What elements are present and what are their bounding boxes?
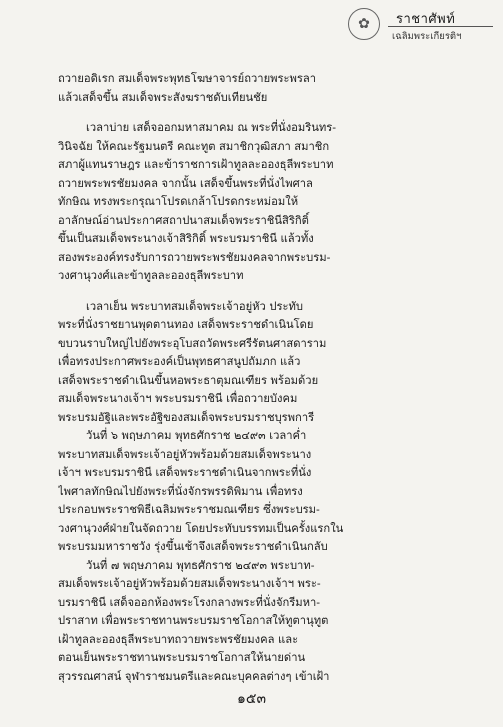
header-subtitle: เฉลิมพระเกียรติฯ xyxy=(392,31,462,42)
body-text xyxy=(58,70,458,686)
text-line: ขึ้นเป็นสมเด็จพระนางเจ้าสิริกิติ์ พระบรมราชินี แล้วทั้ง xyxy=(58,232,314,245)
text-line: วงศานุวงศ์ฝ่ายในจัดถวาย โดยประทับบรรทมเป็นครั้งแรกใน xyxy=(58,521,344,535)
paragraph-gap xyxy=(58,286,458,298)
emblem-icon: ✿ xyxy=(348,8,380,40)
text-line: พระที่นั่งราชยานพุดตานทอง เสด็จพระราชดำเนินโดย xyxy=(58,318,314,331)
text-line: เวลาบ่าย เสด็จออกมหาสมาคม ณ พระที่นั่งอมรินทร- xyxy=(86,121,337,134)
text-line: สมเด็จพระเจ้าอยู่หัวพร้อมด้วยสมเด็จพระนางเจ้าฯ พระ- xyxy=(58,577,321,590)
text-line: สมเด็จพระนางเจ้าฯ พระบรมราชินี เพื่อถวายบังคม xyxy=(58,392,298,405)
text-line: เสด็จพระราชดำเนินขึ้นหอพระธาตุมณเฑียร พร้อมด้วย xyxy=(58,373,319,387)
text-line: แล้วเสด็จขึ้น สมเด็จพระสังฆราชดับเทียนชัย xyxy=(58,90,268,104)
text-line: ไพศาลทักษิณไปยังพระที่นั่งจักรพรรดิพิมาน เพื่อทรง xyxy=(58,484,303,498)
text-line: ถวายอดิเรก สมเด็จพระพุทธโฆษาจารย์ถวายพระพรลา xyxy=(58,72,317,85)
text-line: เฝ้าทูลละอองธุลีพระบาทถวายพระพรชัยมงคล และ xyxy=(58,632,299,646)
text-line: วินิจฉัย ให้คณะรัฐมนตรี คณะทูต สมาชิกวุฒิสภา สมาชิก xyxy=(58,139,330,153)
header-title: ราชาศัพท์ xyxy=(396,12,456,27)
text-line: ตอนเย็นพระราชทานพระบรมราชโอกาสให้นายด่าน xyxy=(58,651,306,664)
text-line: วงศานุวงศ์และข้าทูลละอองธุลีพระบาท xyxy=(58,269,244,282)
text-line: วันที่ ๗ พฤษภาคม พุทธศักราช ๒๔๙๓ พระบาท- xyxy=(86,558,315,572)
text-line: สุวรรณศาสน์ จุฬาราชมนตรีและคณะบุคคลต่างๆ เข้าเฝ้า xyxy=(58,669,330,683)
text-line: สภาผู้แทนราษฎร และข้าราชการเฝ้าทูลละอองธุลีพระบาท xyxy=(58,158,334,171)
text-line: บรมราชินี เสด็จออกห้องพระโรงกลางพระที่นั่งจักรีมหา- xyxy=(58,595,321,609)
text-line: พระบรมอัฐิและพระอัฐิของสมเด็จพระบรมราชบุรพการี xyxy=(58,410,315,424)
text-line: ถวายพระพรชัยมงคล จากนั้น เสด็จขึ้นพระที่นั่งไพศาล xyxy=(58,176,313,190)
text-line: ทักษิณ ทรงพระกรุณาโปรดเกล้าโปรดกระหม่อมให้ xyxy=(58,195,299,208)
page-header xyxy=(348,6,493,50)
text-line: เวลาเย็น พระบาทสมเด็จพระเจ้าอยู่หัว ประทับ xyxy=(86,299,303,313)
page-number: ๑๕๓ xyxy=(236,691,267,707)
text-line: ขบวนราบใหญ่ไปยังพระอุโบสถวัดพระศรีรัตนศาสดาราม xyxy=(58,336,327,350)
text-line: พระบรมมหาราชวัง รุ่งขึ้นเช้าจึงเสด็จพระราชดำเนินกลับ xyxy=(58,540,328,553)
text-line: เพื่อทรงประกาศพระองค์เป็นพุทธศาสนูปถัมภก แล้ว xyxy=(58,355,301,368)
text-line: ปราสาท เพื่อพระราชทานพระบรมราชโอกาสให้ทูตานุทูต xyxy=(58,614,329,627)
text-line: วันที่ ๖ พฤษภาคม พุทธศักราช ๒๔๙๓ เวลาค่ำ xyxy=(86,429,307,442)
text-line: ประกอบพระราชพิธีเฉลิมพระราชมณเฑียร ซึ่งพระบรม- xyxy=(58,503,320,516)
text-line: เจ้าฯ พระบรมราชินี เสด็จพระราชดำเนินจากพระที่นั่ง xyxy=(58,466,312,479)
text-line: สองพระองค์ทรงรับการถวายพระพรชัยมงคลจากพระบรม- xyxy=(58,250,331,264)
text-line: อาลักษณ์อ่านประกาศสถาปนาสมเด็จพระราชินีสิริกิติ์ xyxy=(58,213,309,227)
paragraph-gap xyxy=(58,107,458,119)
text-line: พระบาทสมเด็จพระเจ้าอยู่หัวพร้อมด้วยสมเด็จพระนาง xyxy=(58,447,312,461)
header-divider xyxy=(388,26,493,27)
